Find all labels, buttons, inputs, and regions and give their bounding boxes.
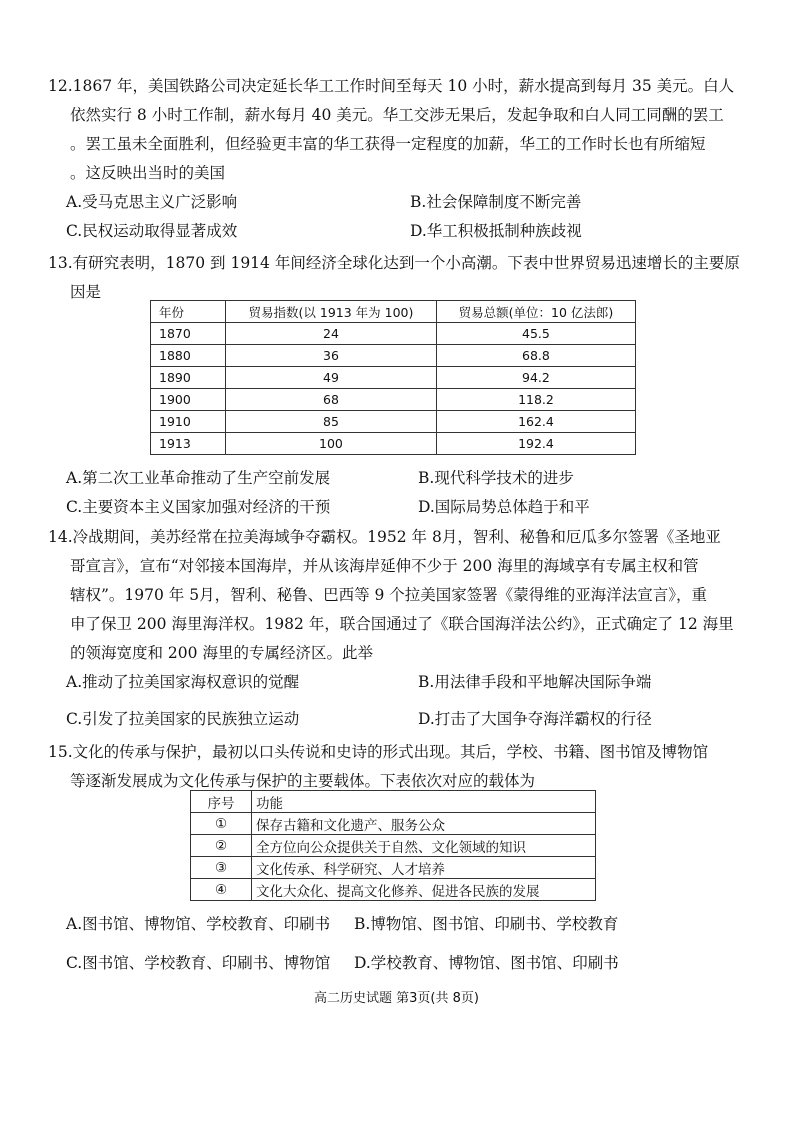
table-row <box>151 345 636 367</box>
question-12-option-b: B.社会保障制度不断完善 <box>410 193 582 211</box>
trade-table-header-total: 贸易总额(单位：10 亿法郎) <box>436 301 635 323</box>
table-row <box>151 411 636 433</box>
question-12-option-c: C.民权运动取得显著成效 <box>66 222 238 240</box>
question-12-line-3: 。罢工虽未全面胜利，但经验更丰富的华工获得一定程度的加薪，华工的工作时长也有所缩短 <box>70 135 706 153</box>
question-13-options-row-2 <box>48 493 774 522</box>
table-cell: ④ <box>191 879 252 901</box>
question-14-option-d: D.打击了大国争夺海洋霸权的行径 <box>418 710 652 728</box>
table-cell: 94.2 <box>436 367 635 389</box>
question-12-line-4: 。这反映出当时的美国 <box>70 164 226 182</box>
question-13-option-a: A.第二次工业革命推动了生产空前发展 <box>66 469 331 487</box>
table-cell: 1880 <box>151 345 226 367</box>
question-13-options <box>48 464 774 522</box>
question-12-line-2: 依然实行 8 小时工作制，薪水每月 40 美元。华工交涉无果后，发起争取和白人同工同酬的罢工 <box>70 106 724 124</box>
trade-table-header-year: 年份 <box>151 301 226 323</box>
question-14-option-b: B.用法律手段和平地解决国际争端 <box>418 673 652 691</box>
table-cell: 文化传承、科学研究、人才培养 <box>252 857 596 879</box>
table-cell: 68.8 <box>436 345 635 367</box>
table-row <box>151 433 636 455</box>
question-14-line-3: 辖权”。1970 年 5月，智利、秘鲁、巴西等 9 个拉美国家签署《蒙得维的亚海洋法宣言》，重 <box>70 586 708 604</box>
question-12-line-1: 12.1867 年，美国铁路公司决定延长华工工作时间至每天 10 小时，薪水提高到每月 35 美元。白人 <box>48 77 735 95</box>
table-cell: 1910 <box>151 411 226 433</box>
question-15-line-2: 等逐渐发展成为文化传承与保护的主要载体。下表依次对应的载体为 <box>70 772 536 790</box>
carrier-table <box>190 790 596 901</box>
question-14 <box>48 523 774 734</box>
table-cell: 49 <box>226 367 437 389</box>
table-row <box>191 879 596 901</box>
table-row <box>151 389 636 411</box>
table-row <box>191 857 596 879</box>
question-15-option-c: C.图书馆、学校教育、印刷书、博物馆 <box>66 954 331 972</box>
question-13-option-c: C.主要资本主义国家加强对经济的干预 <box>66 498 331 516</box>
table-cell: ① <box>191 813 252 835</box>
question-13 <box>48 249 774 307</box>
table-cell: 1890 <box>151 367 226 389</box>
table-cell: 85 <box>226 411 437 433</box>
question-14-line-2: 哥宣言》，宣布“对邻接本国海岸，并从该海岸延伸不少于 200 海里的海域享有专属主权和管 <box>70 557 699 575</box>
question-13-option-b: B.现代科学技术的进步 <box>418 469 574 487</box>
table-row <box>191 813 596 835</box>
table-cell: 文化大众化、提高文化修养、促进各民族的发展 <box>252 879 596 901</box>
question-13-line-1: 13.有研究表明，1870 到 1914 年间经济全球化达到一个小高潮。下表中世界贸易迅速增长的主要原 <box>48 254 740 272</box>
question-15-options-row-2 <box>48 949 774 978</box>
question-14-line-5: 的领海宽度和 200 海里的专属经济区。此举 <box>70 644 373 662</box>
carrier-table-header-no: 序号 <box>191 791 252 813</box>
table-cell: 45.5 <box>436 323 635 345</box>
table-row <box>191 835 596 857</box>
question-13-options-row-1 <box>48 464 774 493</box>
table-cell: 100 <box>226 433 437 455</box>
table-cell: ③ <box>191 857 252 879</box>
trade-table-header-index: 贸易指数(以 1913 年为 100) <box>226 301 437 323</box>
question-13-option-d: D.国际局势总体趋于和平 <box>418 498 590 516</box>
table-cell: 36 <box>226 345 437 367</box>
table-row <box>151 367 636 389</box>
question-15-option-d: D.学校教育、博物馆、图书馆、印刷书 <box>354 954 619 972</box>
question-12-option-a: A.受马克思主义广泛影响 <box>66 193 238 211</box>
question-12 <box>48 72 774 246</box>
table-cell: 24 <box>226 323 437 345</box>
table-cell: 1913 <box>151 433 226 455</box>
question-14-option-c: C.引发了拉美国家的民族独立运动 <box>66 710 300 728</box>
question-15-option-b: B.博物馆、图书馆、印刷书、学校教育 <box>354 915 619 933</box>
table-cell: 1870 <box>151 323 226 345</box>
table-cell: 1900 <box>151 389 226 411</box>
question-12-option-d: D.华工积极抵制种族歧视 <box>410 222 582 240</box>
trade-table-header <box>151 301 636 323</box>
table-cell: 全方位向公众提供关于自然、文化领域的知识 <box>252 835 596 857</box>
question-15 <box>48 738 774 796</box>
question-15-option-a: A.图书馆、博物馆、学校教育、印刷书 <box>66 915 331 933</box>
question-15-options-row-1 <box>48 910 774 939</box>
table-cell: 162.4 <box>436 411 635 433</box>
question-12-options-row-2 <box>48 217 774 246</box>
table-cell: 118.2 <box>436 389 635 411</box>
question-14-line-4: 申了保卫 200 海里海洋权。1982 年，联合国通过了《联合国海洋法公约》，正式确定了 12 海里 <box>70 615 734 633</box>
question-14-option-a: A.推动了拉美国家海权意识的觉醒 <box>66 673 300 691</box>
carrier-table-header <box>191 791 596 813</box>
table-cell: 192.4 <box>436 433 635 455</box>
question-12-options-row-1 <box>48 188 774 217</box>
question-13-line-2: 因是 <box>70 283 102 301</box>
table-cell: 68 <box>226 389 437 411</box>
question-15-line-1: 15.文化的传承与保护，最初以口头传说和史诗的形式出现。其后，学校、书籍、图书馆及博物馆 <box>48 743 709 761</box>
question-15-options <box>48 910 774 978</box>
question-14-options-row-1 <box>48 668 774 697</box>
table-row <box>151 323 636 345</box>
table-cell: 保存古籍和文化遗产、服务公众 <box>252 813 596 835</box>
carrier-table-header-function: 功能 <box>252 791 596 813</box>
question-14-line-1: 14.冷战期间，美苏经常在拉美海域争夺霸权。1952 年 8月，智利、秘鲁和厄瓜多尔签署《圣地亚 <box>48 528 721 546</box>
question-14-options-row-2 <box>48 705 774 734</box>
table-cell: ② <box>191 835 252 857</box>
page-footer: 高二历史试题 第3页(共 8页) <box>314 991 479 1006</box>
trade-table <box>150 300 636 455</box>
